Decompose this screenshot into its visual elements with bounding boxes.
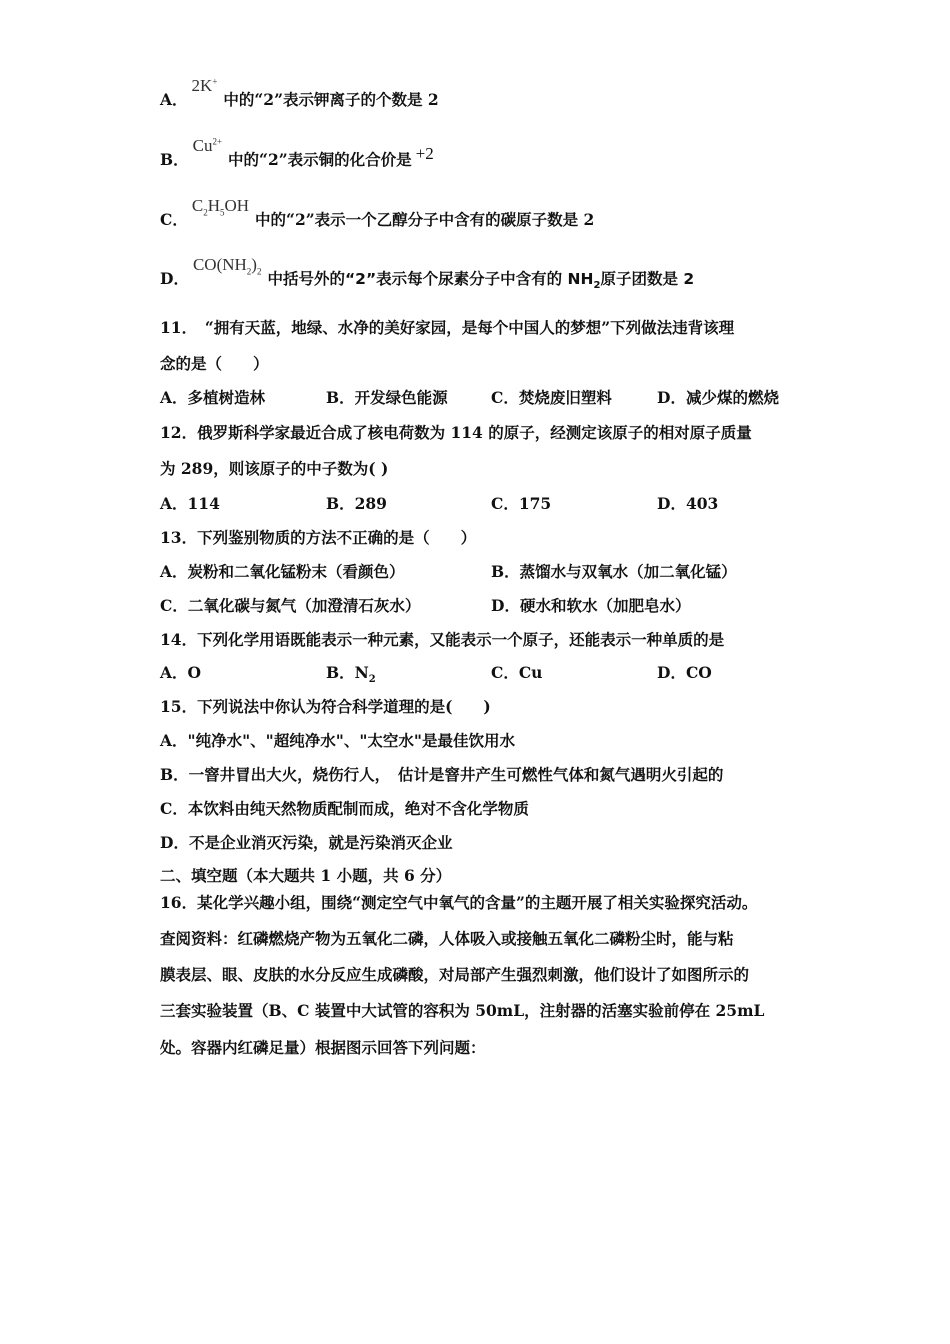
q12-option-a: A．114 — [160, 494, 220, 513]
option-text: 中的“2”表示钾离子的个数是 2 — [223, 90, 439, 109]
formula-ethanol: $C_2H_5OH$ — [191, 196, 250, 218]
q12-stem-line2: 为 289，则该原子的中子数为( ) — [160, 459, 389, 478]
q14-option-b: B．$N_2$ — [326, 663, 376, 686]
q10-option-b — [160, 136, 434, 170]
option-label: B． — [160, 150, 189, 169]
section-heading: 二、填空题（本大题共 1 小题，共 6 分） — [160, 866, 452, 885]
option-text: 中的“2”表示铜的化合价是 — [228, 150, 412, 169]
q11-option-c: C．焚烧废旧塑料 — [491, 388, 612, 407]
q13-option-c: C．二氧化碳与氮气（加澄清石灰水） — [160, 596, 421, 615]
q14-option-a: A．O — [160, 663, 202, 682]
q16-line-5: 处。容器内红磷足量）根据图示回答下列问题： — [160, 1038, 486, 1057]
q12-option-b: B．289 — [326, 494, 387, 513]
option-label: A． — [160, 90, 188, 109]
q13-option-b: B．蒸馏水与双氧水（加二氧化锰） — [491, 562, 737, 581]
option-text: 中的“2”表示一个乙醇分子中含有的碳原子数是 2 — [255, 210, 595, 229]
q11-stem-line1: 11． “拥有天蓝，地绿、水净的美好家园，是每个中国人的梦想”下列做法违背该理 — [160, 318, 735, 337]
option-text: 中括号外的“2”表示每个尿素分子中含有的 $NH_2$原子团数是 2 — [267, 270, 695, 292]
q11-option-a: A．多植树造林 — [160, 388, 266, 407]
q16-line-3: 膜表层、眼、皮肤的水分反应生成磷酸，对局部产生强烈刺激，他们设计了如图所示的 — [160, 965, 750, 984]
q14-stem: 14．下列化学用语既能表示一种元素，又能表示一个原子，还能表示一种单质的是 — [160, 630, 725, 649]
q15-option-a: A．"纯净水"、"超纯净水"、"太空水"是最佳饮用水 — [160, 731, 515, 750]
q15-stem: 15．下列说法中你认为符合科学道理的是( ) — [160, 697, 491, 716]
q16-line-2: 查阅资料：红磷燃烧产物为五氧化二磷，人体吸入或接触五氧化二磷粉尘时，能与粘 — [160, 929, 734, 948]
q12-option-d: D．403 — [657, 494, 719, 513]
q14-option-d: D．CO — [657, 663, 712, 682]
q12-stem-line1: 12．俄罗斯科学家最近合成了核电荷数为 114 的原子，经测定该原子的相对原子质量 — [160, 423, 752, 442]
q13-option-a: A．炭粉和二氧化锰粉末（看颜色） — [160, 562, 405, 581]
valence-plus2: +2 — [415, 144, 434, 163]
q10-option-c — [160, 196, 595, 231]
q16-line-4: 三套实验装置（B、C 装置中大试管的容积为 50mL，注射器的活塞实验前停在 25mL — [160, 1001, 765, 1020]
q12-option-c: C．175 — [491, 494, 552, 513]
q15-option-d: D．不是企业消灭污染，就是污染消灭企业 — [160, 833, 453, 852]
q13-option-d: D．硬水和软水（加肥皂水） — [491, 596, 691, 615]
q15-option-c: C．本饮料由纯天然物质配制而成，绝对不含化学物质 — [160, 799, 529, 818]
formula-2k-plus: 2K+ — [191, 76, 218, 95]
q13-stem: 13．下列鉴别物质的方法不正确的是（ ） — [160, 528, 477, 547]
q10-option-a — [160, 76, 439, 110]
option-label: C． — [160, 210, 188, 229]
q14-option-c: C．Cu — [491, 663, 543, 682]
q10-option-d — [160, 255, 695, 292]
q11-option-b: B．开发绿色能源 — [326, 388, 448, 407]
q11-option-d: D．减少煤的燃烧 — [657, 388, 779, 407]
q11-stem-line2: 念的是（ ） — [160, 354, 269, 373]
q16-line-1: 16．某化学兴趣小组，围绕“测定空气中氧气的含量”的主题开展了相关实验探究活动。 — [160, 893, 758, 912]
formula-cu-2plus: $Cu^{2+}$ — [192, 136, 223, 155]
option-label: D． — [160, 269, 189, 288]
q15-option-b: B．一窨井冒出大火，烧伤行人， 估计是窨井产生可燃性气体和氮气遇明火引起的 — [160, 765, 724, 784]
formula-urea: $CO(NH_2)_2$ — [192, 255, 262, 277]
